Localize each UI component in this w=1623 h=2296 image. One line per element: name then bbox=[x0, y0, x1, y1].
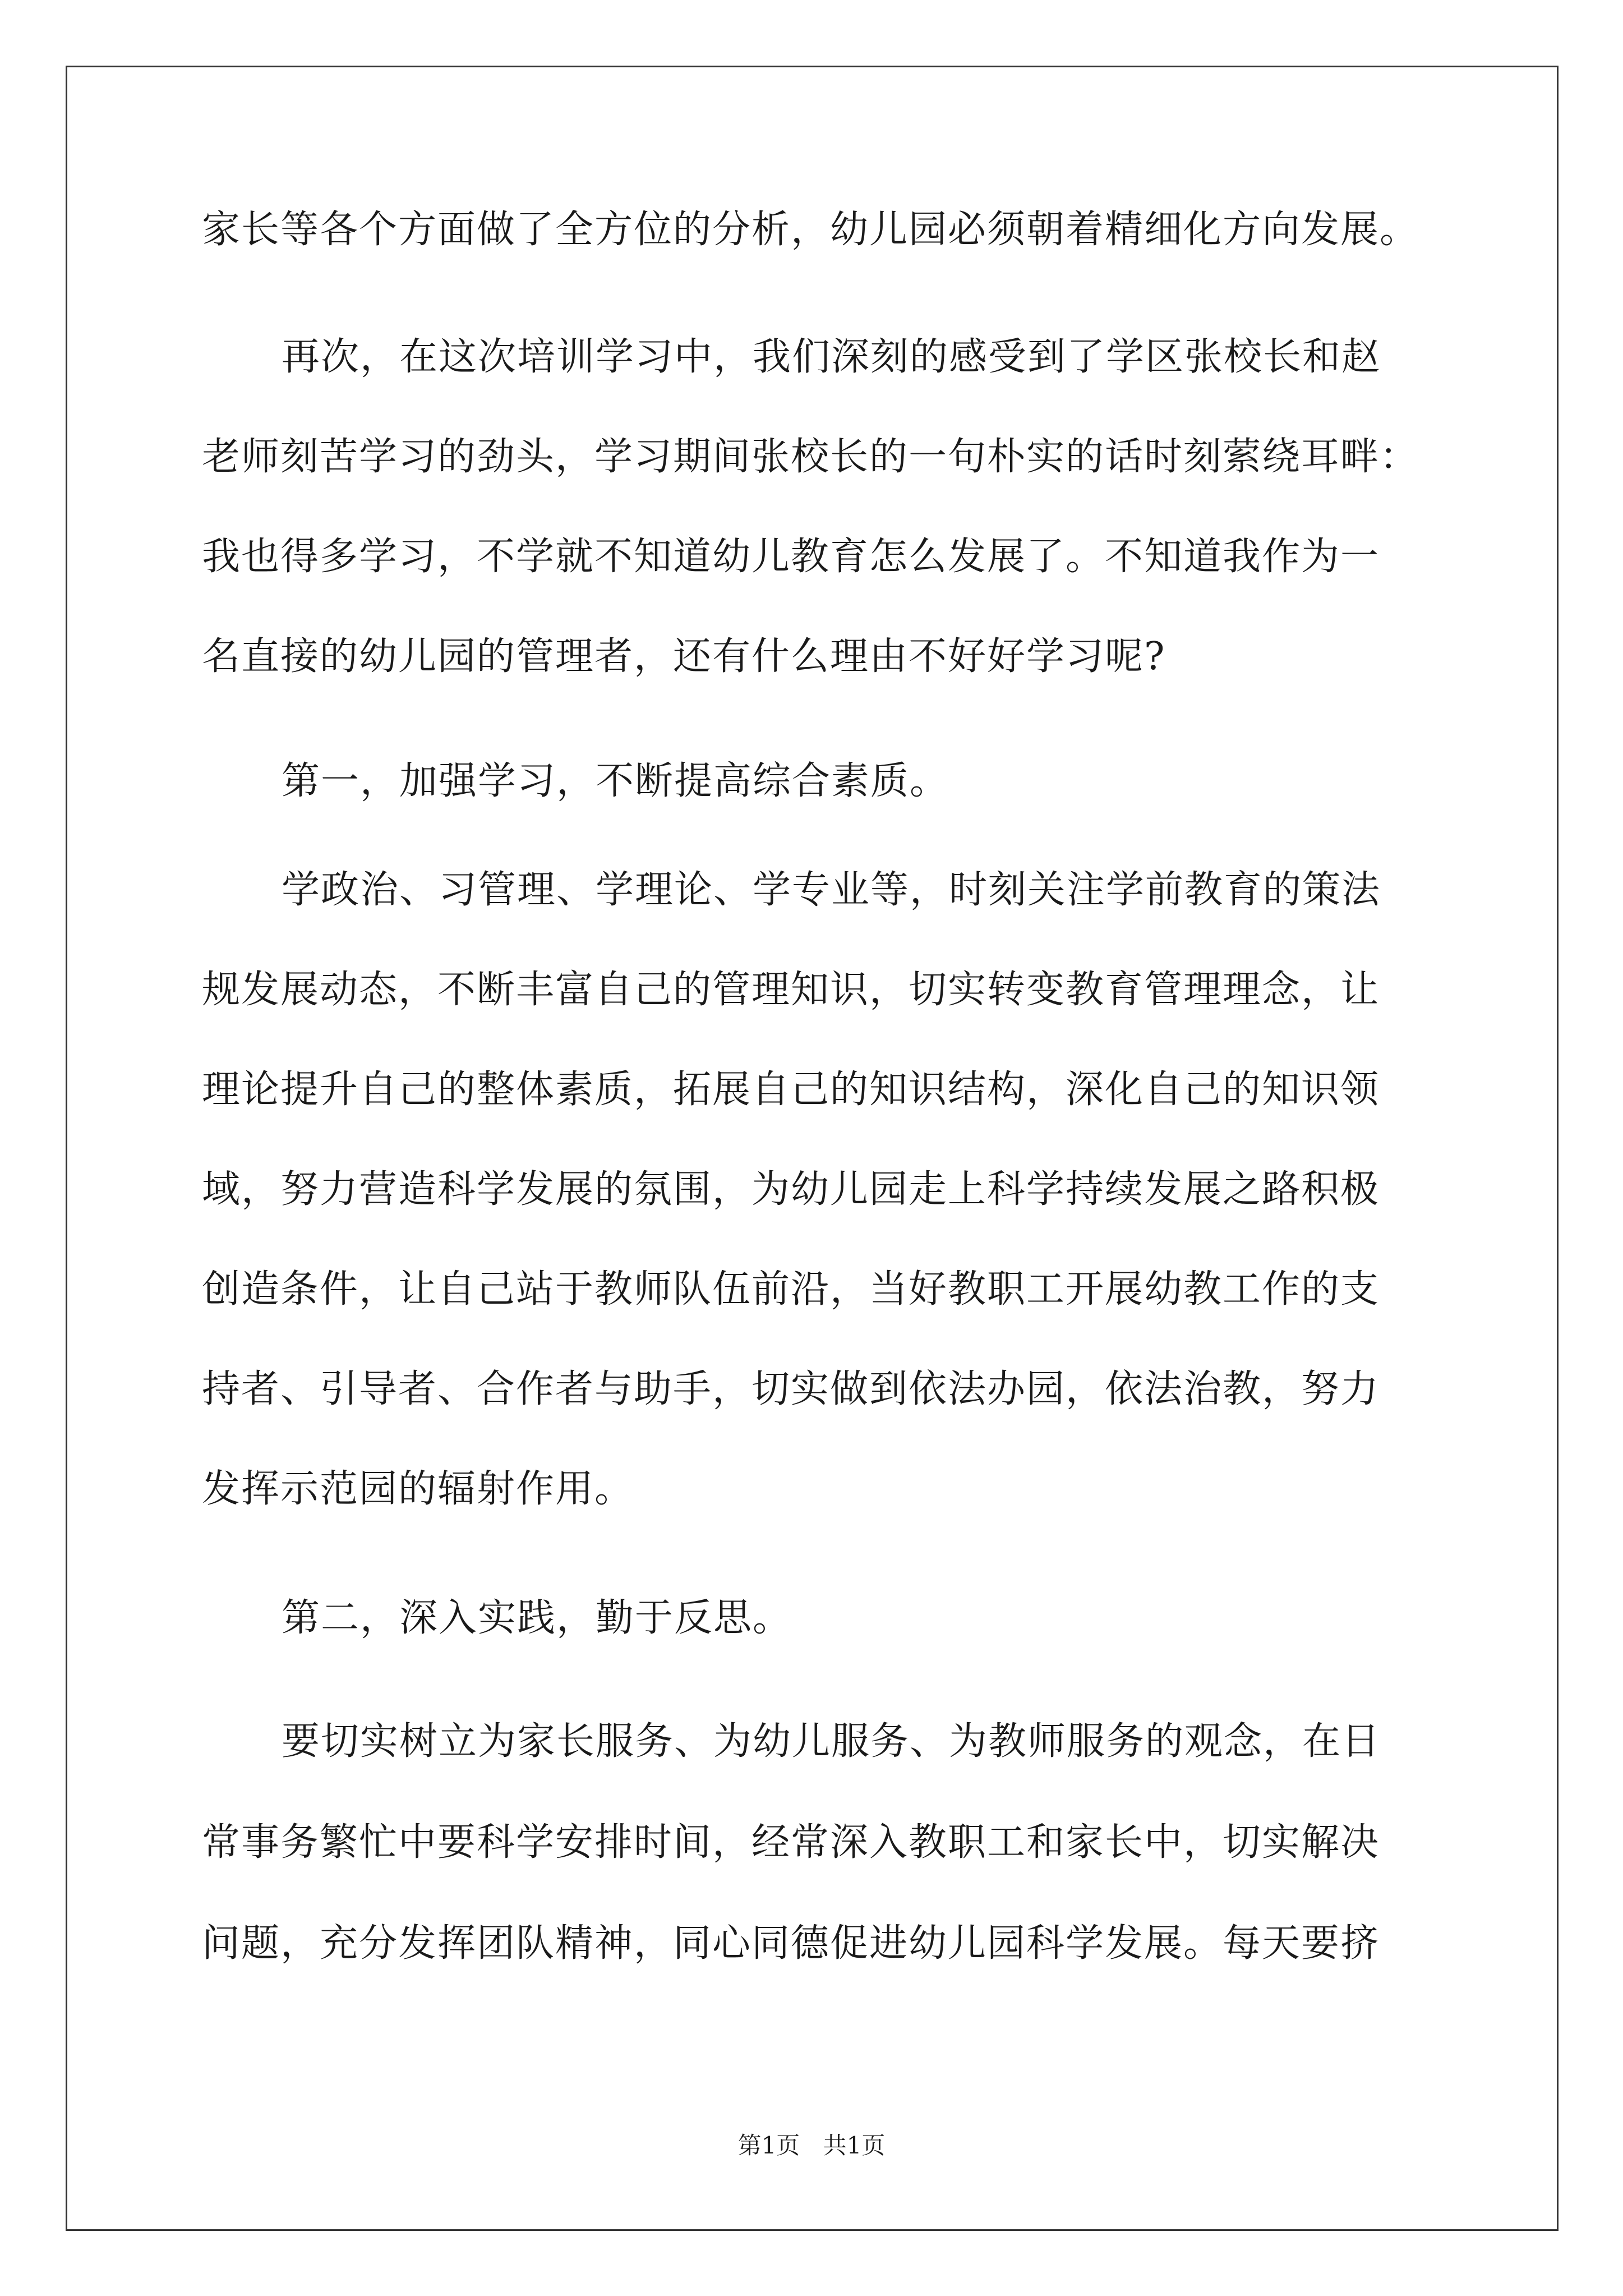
page-footer bbox=[0, 2129, 1623, 2162]
text-line: 第一，加强学习，不断提高综合素质。 bbox=[282, 759, 949, 803]
text-line: 问题，充分发挥团队精神，同心同德促进幼儿园科学发展。每天要挤 bbox=[202, 1921, 1380, 1966]
text-line: 第二，深入实践，勤于反思。 bbox=[282, 1596, 792, 1640]
page-number-total: 共1页 bbox=[823, 2132, 886, 2159]
text-line: 要切实树立为家长服务、为幼儿服务、为教师服务的观念，在日 bbox=[282, 1719, 1381, 1764]
text-line: 常事务繁忙中要科学安排时间，经常深入教职工和家长中，切实解决 bbox=[202, 1820, 1380, 1865]
text-line: 再次，在这次培训学习中，我们深刻的感受到了学区张校长和赵 bbox=[282, 335, 1381, 379]
text-line: 家长等各个方面做了全方位的分析，幼儿园必须朝着精细化方向发展。 bbox=[202, 208, 1419, 252]
page-border bbox=[66, 66, 1559, 2231]
text-line: 持者、引导者、合作者与助手，切实做到依法办园，依法治教，努力 bbox=[202, 1367, 1380, 1411]
text-line: 规发展动态，不断丰富自己的管理知识，切实转变教育管理理念，让 bbox=[202, 968, 1380, 1012]
text-line: 我也得多学习，不学就不知道幼儿教育怎么发展了。不知道我作为一 bbox=[202, 535, 1380, 579]
page-number-current: 第1页 bbox=[737, 2132, 800, 2159]
text-line: 名直接的幼儿园的管理者，还有什么理由不好好学习呢? bbox=[202, 634, 1166, 679]
text-line: 学政治、习管理、学理论、学专业等，时刻关注学前教育的策法 bbox=[282, 868, 1381, 912]
text-line: 创造条件，让自己站于教师队伍前沿，当好教职工开展幼教工作的支 bbox=[202, 1267, 1380, 1312]
text-line: 域，努力营造科学发展的氛围，为幼儿园走上科学持续发展之路积极 bbox=[202, 1167, 1380, 1212]
text-line: 发挥示范园的辐射作用。 bbox=[202, 1467, 634, 1511]
text-line: 理论提升自己的整体素质，拓展自己的知识结构，深化自己的知识领 bbox=[202, 1068, 1380, 1112]
text-line: 老师刻苦学习的劲头，学习期间张校长的一句朴实的话时刻萦绕耳畔： bbox=[202, 435, 1419, 479]
